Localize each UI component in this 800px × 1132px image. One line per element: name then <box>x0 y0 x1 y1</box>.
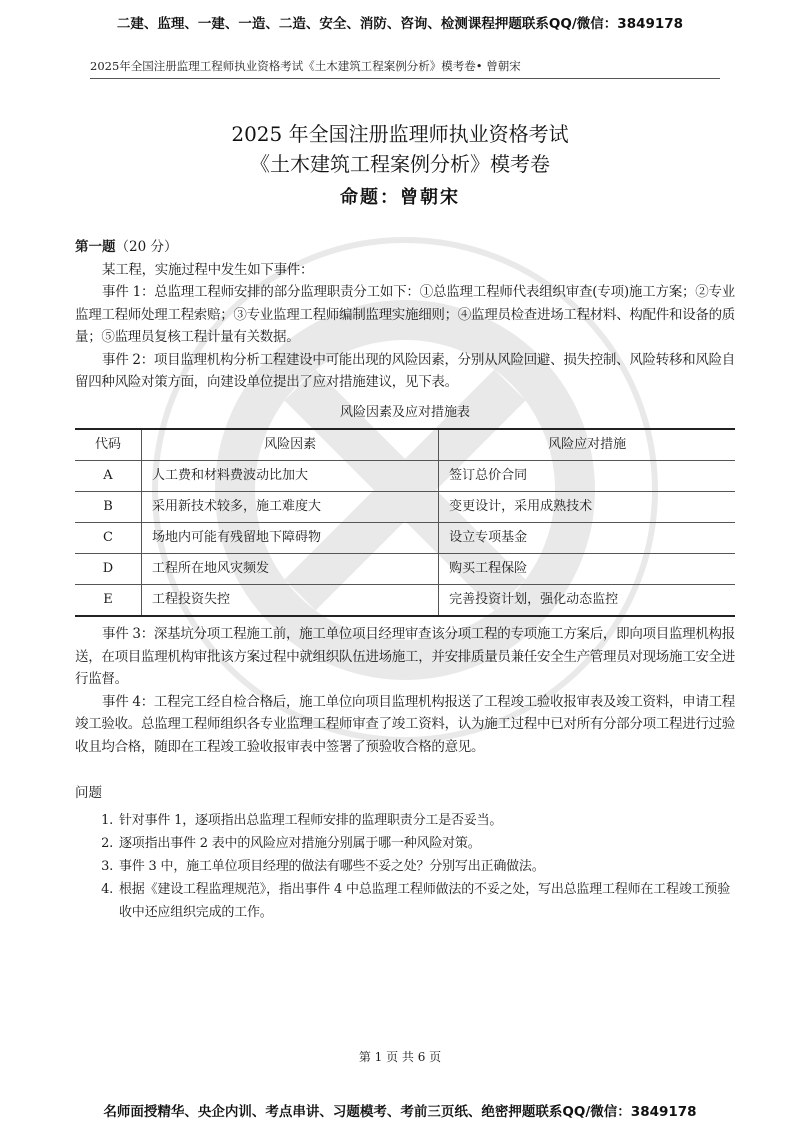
section-heading <box>75 236 735 259</box>
questions-list <box>75 809 735 924</box>
header-code: 代码 <box>75 429 142 461</box>
page-number: 第 1 页 共 6 页 <box>358 1050 442 1064</box>
table-row <box>75 523 735 554</box>
list-item: 1. 针对事件 1，逐项指出总监理工程师安排的监理职责分工是否妥当。 <box>117 809 735 832</box>
risk-table <box>75 428 735 617</box>
list-item: 3. 事件 3 中，施工单位项目经理的做法有哪些不妥之处？分别写出正确做法。 <box>117 855 735 878</box>
bottom-contact-banner: 名师面授精华、央企内训、考点串讲、习题模考、考前三页纸、绝密押题联系QQ/微信：3849178 <box>103 1104 697 1120</box>
cell-code: E <box>75 585 142 617</box>
table-row <box>75 585 735 617</box>
cell-risk-measure: 购买工程保险 <box>439 554 735 585</box>
cell-risk-factor: 采用新技术较多，施工难度大 <box>142 492 439 523</box>
list-item: 2. 逐项指出事件 2 表中的风险应对措施分别属于哪一种风险对策。 <box>117 832 735 855</box>
top-contact-banner: 二建、监理、一建、一造、二造、安全、消防、咨询、检测课程押题联系QQ/微信：3849178 <box>116 16 684 32</box>
questions-heading: 问题 <box>75 785 102 801</box>
table-caption: 风险因素及应对措施表 <box>339 404 470 420</box>
event-4-paragraph: 事件 4：工程完工经自检合格后，施工单位向项目监理机构报送了工程竣工验收报审表及竣工资料，申请工程竣工验收。总监理工程师组织各专业监理工程师审查了竣工资料，认为施工过程中已对所有分部分项工程进行过验收且均合格，随即在工程竣工验收报审表中签署了预验收合格的意见。 <box>75 693 735 755</box>
table-header-row <box>75 429 735 461</box>
cell-risk-factor: 人工费和材料费波动比加大 <box>142 461 439 492</box>
intro-paragraph: 某工程，实施过程中发生如下事件： <box>102 261 314 278</box>
document-subtitle: 《土木建筑工程案例分析》模考卷 <box>250 152 550 176</box>
section-title: 第一题 <box>75 239 116 255</box>
document-title: 2025 年全国注册监理师执业资格考试 <box>231 122 569 146</box>
event-2-paragraph: 事件 2：项目监理机构分析工程建设中可能出现的风险因素，分别从风险回避、损失控制、风险转移和风险自留四种风险对策方面，向建设单位提出了应对措施建议，见下表。 <box>75 351 735 390</box>
header-risk-measure: 风险应对措施 <box>439 429 735 461</box>
cell-risk-factor: 工程所在地风灾频发 <box>142 554 439 585</box>
list-item: 4. 根据《建设工程监理规范》，指出事件 4 中总监理工程师做法的不妥之处，写出总监理工程师在工程竣工预验收中还应组织完成的工作。 <box>117 878 735 924</box>
cell-risk-measure: 签订总价合同 <box>439 461 735 492</box>
cell-code: D <box>75 554 142 585</box>
table-row <box>75 492 735 523</box>
table-row <box>75 461 735 492</box>
table-row <box>75 554 735 585</box>
running-header: 2025年全国注册监理工程师执业资格考试《土木建筑工程案例分析》模考卷• 曾朝宋 <box>90 58 720 79</box>
cell-code: A <box>75 461 142 492</box>
event-1-paragraph: 事件 1：总监理工程师安排的部分监理职责分工如下：①总监理工程师代表组织审查(专项)施工方案；②专业监理工程师处理工程索赔；③专业监理工程师编制监理实施细则；④监理员检查进场工程材料、构配件和设备的质量；⑤监理员复核工程计量有关数据。 <box>75 284 735 345</box>
cell-risk-factor: 场地内可能有残留地下障碍物 <box>142 523 439 554</box>
cell-risk-factor: 工程投资失控 <box>142 585 439 617</box>
cell-code: C <box>75 523 142 554</box>
cell-risk-measure: 完善投资计划，强化动态监控 <box>439 585 735 617</box>
cell-risk-measure: 变更设计，采用成熟技术 <box>439 492 735 523</box>
cell-code: B <box>75 492 142 523</box>
section-score: （20 分） <box>115 239 178 255</box>
main-content <box>75 236 735 924</box>
header-risk-factor: 风险因素 <box>142 429 439 461</box>
document-author: 命题：曾朝宋 <box>340 187 460 208</box>
event-3-paragraph: 事件 3：深基坑分项工程施工前，施工单位项目经理审查该分项工程的专项施工方案后，即向项目监理机构报送，在项目监理机构审批该方案过程中就组织队伍进场施工，并安排质量员兼任安全生产管理员对现场施工安全进行监督。 <box>75 626 735 687</box>
cell-risk-measure: 设立专项基金 <box>439 523 735 554</box>
